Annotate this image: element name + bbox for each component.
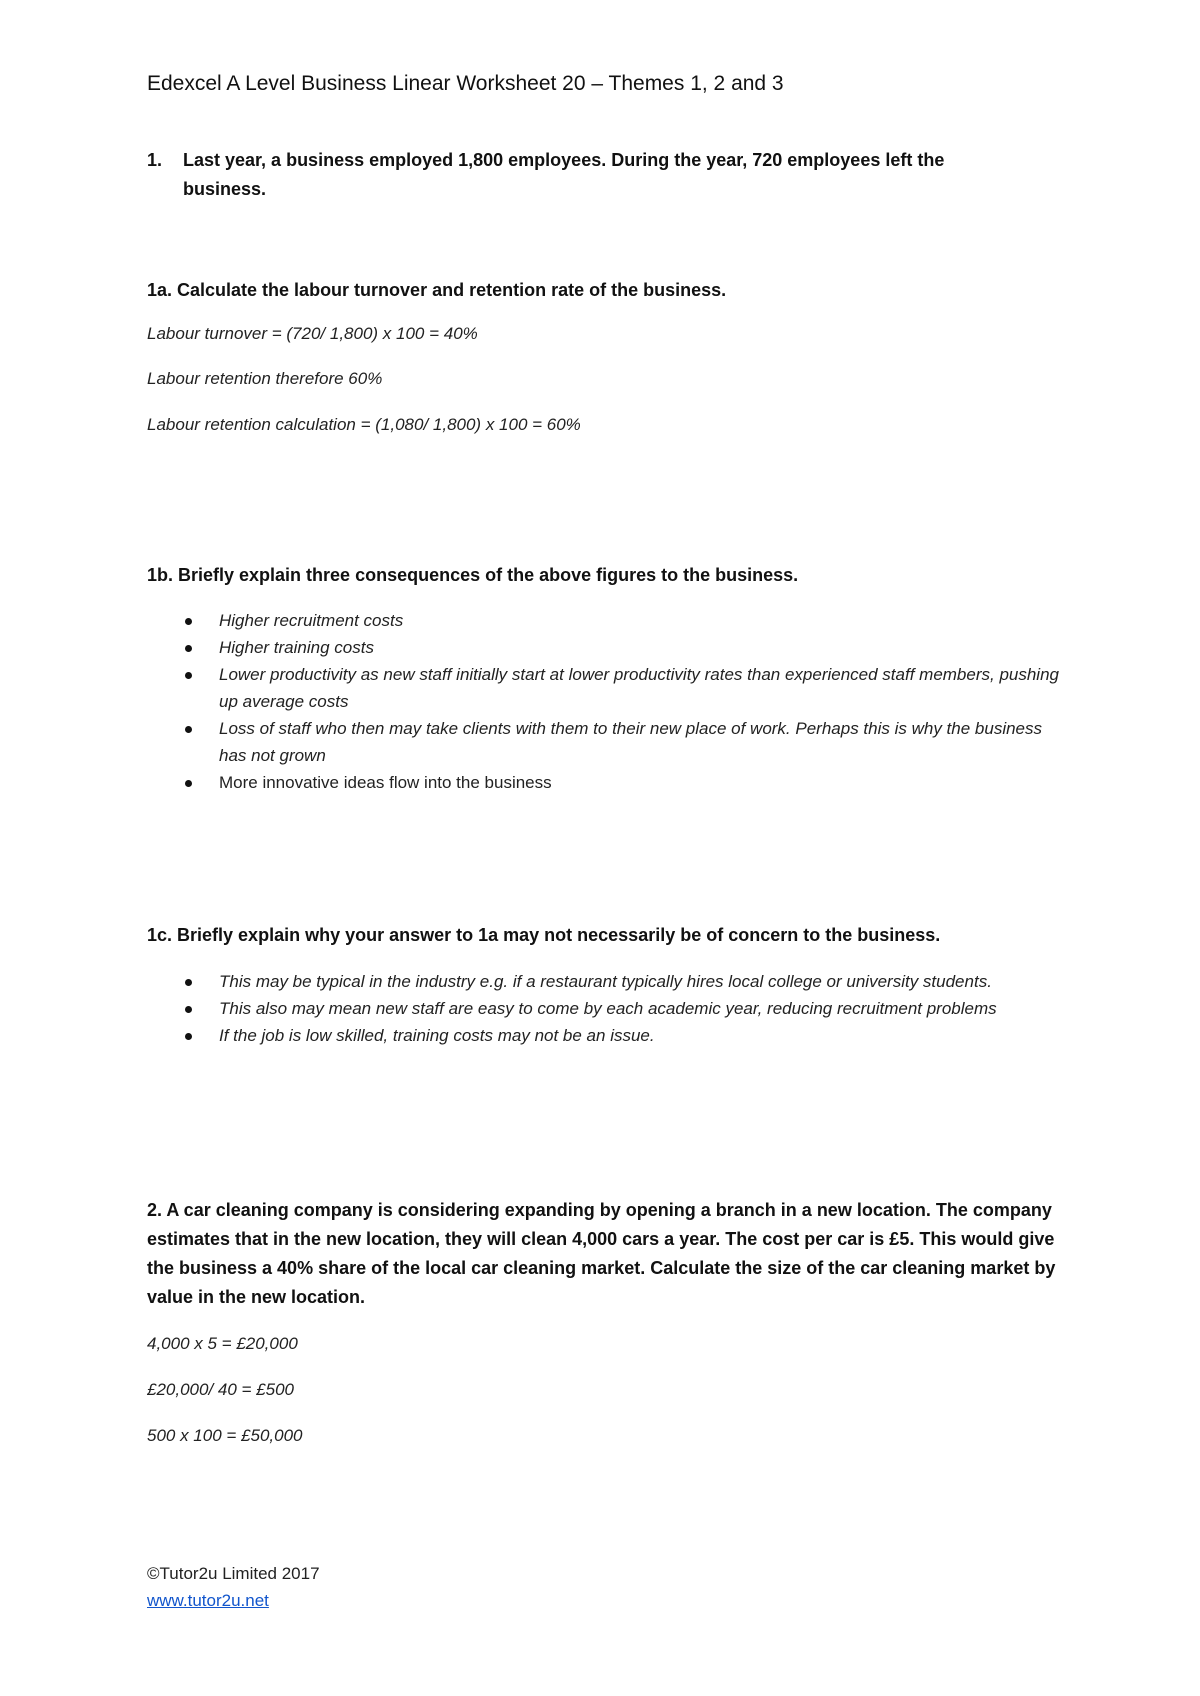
answer-2-line-1: 4,000 x 5 = £20,000 (147, 1334, 298, 1353)
answer-1c-list (147, 968, 1067, 1049)
website-link[interactable]: www.tutor2u.net (147, 1591, 269, 1610)
question-1-number: 1. (147, 150, 163, 170)
bullet-icon (185, 1006, 192, 1013)
list-item: If the job is low skilled, training costs may not be an issue. (147, 1022, 1067, 1049)
list-item: Higher recruitment costs (147, 607, 1067, 634)
list-item: This may be typical in the industry e.g. if a restaurant typically hires local college or university students. (147, 968, 1067, 995)
list-item: More innovative ideas flow into the business (147, 769, 1067, 796)
bullet-icon (185, 726, 192, 733)
list-item: This also may mean new staff are easy to come by each academic year, reducing recruitment problems (147, 995, 1067, 1022)
copyright-text: ©Tutor2u Limited 2017 (147, 1564, 320, 1583)
bullet-icon (185, 645, 192, 652)
bullet-icon (185, 979, 192, 986)
question-1c: 1c. Briefly explain why your answer to 1a may not necessarily be of concern to the business. (147, 925, 941, 945)
question-1-text: Last year, a business employed 1,800 employees. During the year, 720 employees left the business. (183, 150, 945, 199)
bullet-icon (185, 780, 192, 787)
answer-1a-line-2: Labour retention therefore 60% (147, 369, 383, 388)
page-title: Edexcel A Level Business Linear Worksheet 20 – Themes 1, 2 and 3 (147, 72, 784, 95)
list-item: Higher training costs (147, 634, 1067, 661)
question-2: 2. A car cleaning company is considering expanding by opening a branch in a new location. The company estimates that in the new location, they will clean 4,000 cars a year. The cost per car is £5. This would give the business a 40% share of the local car cleaning market. Calculate the size of the car cleaning market by value in the new location. (147, 1200, 1056, 1307)
question-1a: 1a. Calculate the labour turnover and retention rate of the business. (147, 280, 727, 300)
answer-1b-list (147, 607, 1067, 796)
answer-1a-line-1: Labour turnover = (720/ 1,800) x 100 = 40% (147, 324, 478, 343)
bullet-icon (185, 618, 192, 625)
question-1b: 1b. Briefly explain three consequences of the above figures to the business. (147, 565, 799, 585)
bullet-icon (185, 672, 192, 679)
footer (147, 1560, 320, 1614)
list-item: Loss of staff who then may take clients with them to their new place of work. Perhaps this is why the business has not grown (147, 715, 1067, 769)
list-item: Lower productivity as new staff initially start at lower productivity rates than experienced staff members, pushing up average costs (147, 661, 1067, 715)
answer-2-line-3: 500 x 100 = £50,000 (147, 1426, 303, 1445)
question-1 (147, 146, 1027, 204)
answer-1a-line-3: Labour retention calculation = (1,080/ 1,800) x 100 = 60% (147, 415, 581, 434)
bullet-icon (185, 1033, 192, 1040)
answer-2-line-2: £20,000/ 40 = £500 (147, 1380, 294, 1399)
